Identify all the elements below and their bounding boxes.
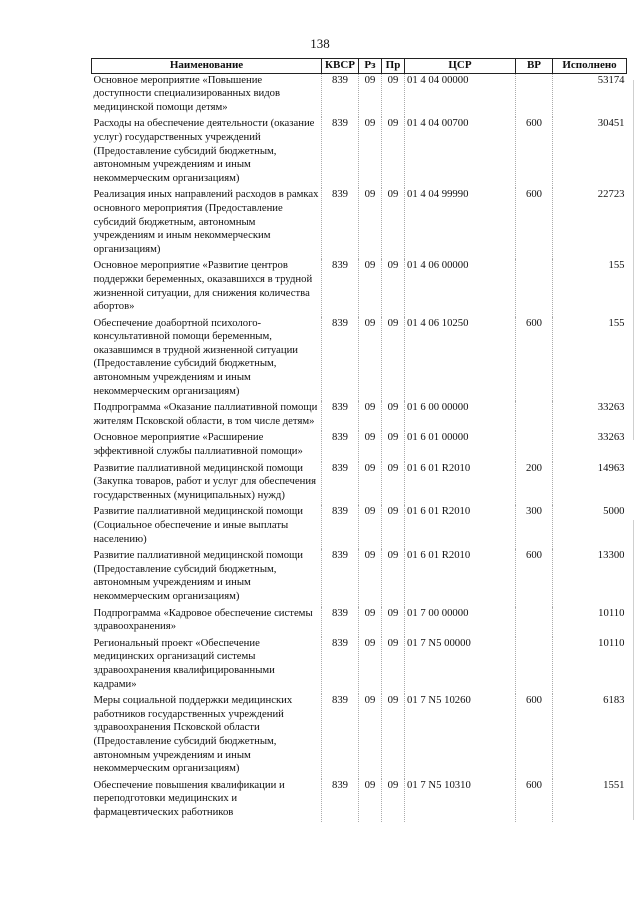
cell-kvsr: 839 bbox=[322, 549, 359, 606]
cell-vr bbox=[516, 431, 553, 461]
header-vr: ВР bbox=[516, 59, 553, 74]
table-row bbox=[92, 401, 627, 431]
cell-rz: 09 bbox=[359, 607, 382, 637]
cell-kvsr: 839 bbox=[322, 117, 359, 188]
cell-rz: 09 bbox=[359, 188, 382, 259]
cell-amount: 155 bbox=[608, 316, 625, 329]
cell-kvsr: 839 bbox=[322, 188, 359, 259]
cell-rz: 09 bbox=[359, 259, 382, 316]
header-amount: Исполнено bbox=[553, 59, 627, 74]
cell-vr bbox=[516, 637, 553, 694]
cell-pr: 09 bbox=[382, 607, 405, 637]
cell-amount: 6183 bbox=[603, 694, 625, 707]
cell-amount: 1551 bbox=[603, 778, 625, 791]
cell-pr: 09 bbox=[382, 431, 405, 461]
cell-name: Основное мероприятие «Повышение доступности специализированных видов медицинской помощи детям» bbox=[92, 73, 322, 117]
cell-amount: 10110 bbox=[598, 636, 625, 649]
cell-name: Меры социальной поддержки медицинских работников государственных учреждений здравоохранения Псковской области (Предоставление субсидий бюджетным, автономным учреждениям и иным некоммерческим организациям) bbox=[92, 694, 322, 779]
cell-name: Обеспечение повышения квалификации и переподготовки медицинских и фармацевтических работников bbox=[92, 779, 322, 823]
cell-vr: 300 bbox=[516, 505, 553, 549]
cell-csr: 01 4 04 99990 bbox=[405, 188, 516, 259]
cell-amount: 155 bbox=[608, 259, 625, 272]
table-row bbox=[92, 188, 627, 259]
table-row bbox=[92, 73, 627, 117]
scan-edge-line bbox=[633, 520, 634, 820]
cell-amount: 33263 bbox=[597, 401, 625, 414]
cell-name: Развитие паллиативной медицинской помощи (Закупка товаров, работ и услуг для обеспечения государственных (муниципальных) нужд) bbox=[92, 462, 322, 506]
cell-name: Основное мероприятие «Расширение эффективной службы паллиативной помощи» bbox=[92, 431, 322, 461]
cell-vr: 600 bbox=[516, 317, 553, 402]
table-row bbox=[92, 462, 627, 506]
cell-amount: 10110 bbox=[598, 606, 625, 619]
header-kvsr: КВСР bbox=[322, 59, 359, 74]
table-row bbox=[92, 259, 627, 316]
cell-pr: 09 bbox=[382, 694, 405, 779]
cell-rz: 09 bbox=[359, 431, 382, 461]
cell-pr: 09 bbox=[382, 401, 405, 431]
cell-amount: 22723 bbox=[597, 188, 625, 201]
cell-vr bbox=[516, 401, 553, 431]
cell-name: Развитие паллиативной медицинской помощи (Социальное обеспечение и иные выплаты населению) bbox=[92, 505, 322, 549]
cell-rz: 09 bbox=[359, 637, 382, 694]
page-number: 138 bbox=[310, 36, 330, 51]
cell-kvsr: 839 bbox=[322, 779, 359, 823]
cell-kvsr: 839 bbox=[322, 401, 359, 431]
cell-kvsr: 839 bbox=[322, 637, 359, 694]
cell-pr: 09 bbox=[382, 188, 405, 259]
cell-vr bbox=[516, 259, 553, 316]
cell-vr: 200 bbox=[516, 462, 553, 506]
cell-csr: 01 7 N5 00000 bbox=[405, 637, 516, 694]
table-row bbox=[92, 607, 627, 637]
cell-csr: 01 6 01 R2010 bbox=[405, 462, 516, 506]
cell-kvsr: 839 bbox=[322, 317, 359, 402]
cell-vr: 600 bbox=[516, 694, 553, 779]
cell-amount: 14963 bbox=[597, 461, 625, 474]
cell-kvsr: 839 bbox=[322, 462, 359, 506]
cell-rz: 09 bbox=[359, 317, 382, 402]
header-rz: Рз bbox=[359, 59, 382, 74]
cell-kvsr: 839 bbox=[322, 431, 359, 461]
cell-name: Подпрограмма «Кадровое обеспечение системы здравоохранения» bbox=[92, 607, 322, 637]
cell-rz: 09 bbox=[359, 779, 382, 823]
cell-csr: 01 4 04 00000 bbox=[405, 73, 516, 117]
table-body bbox=[92, 73, 627, 822]
cell-rz: 09 bbox=[359, 73, 382, 117]
budget-table bbox=[91, 58, 627, 822]
cell-kvsr: 839 bbox=[322, 607, 359, 637]
cell-name: Расходы на обеспечение деятельности (оказание услуг) государственных учреждений (Предоставление субсидий бюджетным, автономным учреждениям и иным некоммерческим организациям) bbox=[92, 117, 322, 188]
cell-pr: 09 bbox=[382, 462, 405, 506]
cell-pr: 09 bbox=[382, 73, 405, 117]
cell-csr: 01 7 N5 10260 bbox=[405, 694, 516, 779]
cell-amount: 53174 bbox=[597, 73, 625, 86]
cell-csr: 01 7 00 00000 bbox=[405, 607, 516, 637]
cell-name: Основное мероприятие «Развитие центров поддержки беременных, оказавшихся в трудной жизненной ситуации, для снижения количества абортов» bbox=[92, 259, 322, 316]
header-pr: Пр bbox=[382, 59, 405, 74]
cell-csr: 01 7 N5 10310 bbox=[405, 779, 516, 823]
cell-rz: 09 bbox=[359, 694, 382, 779]
table-row bbox=[92, 549, 627, 606]
cell-vr bbox=[516, 73, 553, 117]
cell-amount: 13300 bbox=[597, 549, 625, 562]
cell-rz: 09 bbox=[359, 462, 382, 506]
cell-vr: 600 bbox=[516, 117, 553, 188]
cell-csr: 01 4 06 00000 bbox=[405, 259, 516, 316]
cell-amount: 30451 bbox=[597, 117, 625, 130]
cell-rz: 09 bbox=[359, 401, 382, 431]
cell-csr: 01 6 01 00000 bbox=[405, 431, 516, 461]
cell-amount: 33263 bbox=[597, 431, 625, 444]
cell-csr: 01 4 06 10250 bbox=[405, 317, 516, 402]
cell-vr: 600 bbox=[516, 779, 553, 823]
table-row bbox=[92, 694, 627, 779]
cell-name: Региональный проект «Обеспечение медицинских организаций системы здравоохранения квалифицированными кадрами» bbox=[92, 637, 322, 694]
cell-kvsr: 839 bbox=[322, 505, 359, 549]
cell-pr: 09 bbox=[382, 505, 405, 549]
cell-name: Подпрограмма «Оказание паллиативной помощи жителям Псковской области, в том числе детям» bbox=[92, 401, 322, 431]
cell-name: Обеспечение доабортной психолого-консультативной помощи беременным, оказавшимся в трудной жизненной ситуации (Предоставление субсидий бюджетным, автономным учреждениям и иным некоммерческим организациям) bbox=[92, 317, 322, 402]
header-csr: ЦСР bbox=[405, 59, 516, 74]
cell-csr: 01 6 01 R2010 bbox=[405, 549, 516, 606]
table-row bbox=[92, 317, 627, 402]
cell-name: Реализация иных направлений расходов в рамках основного мероприятия (Предоставление субсидий бюджетным, автономным учреждениям и иным некоммерческим организациям) bbox=[92, 188, 322, 259]
cell-pr: 09 bbox=[382, 317, 405, 402]
cell-pr: 09 bbox=[382, 637, 405, 694]
cell-pr: 09 bbox=[382, 549, 405, 606]
cell-csr: 01 4 04 00700 bbox=[405, 117, 516, 188]
cell-vr: 600 bbox=[516, 188, 553, 259]
cell-kvsr: 839 bbox=[322, 259, 359, 316]
cell-rz: 09 bbox=[359, 117, 382, 188]
cell-vr bbox=[516, 607, 553, 637]
table-row bbox=[92, 637, 627, 694]
table-row bbox=[92, 117, 627, 188]
table-row bbox=[92, 779, 627, 823]
cell-amount: 5000 bbox=[603, 505, 625, 518]
table-row bbox=[92, 431, 627, 461]
table-header-row bbox=[92, 59, 627, 74]
cell-pr: 09 bbox=[382, 117, 405, 188]
cell-kvsr: 839 bbox=[322, 694, 359, 779]
cell-pr: 09 bbox=[382, 259, 405, 316]
cell-name: Развитие паллиативной медицинской помощи (Предоставление субсидий бюджетным, автономным учреждениям и иным некоммерческим организациям) bbox=[92, 549, 322, 606]
cell-rz: 09 bbox=[359, 549, 382, 606]
table-row bbox=[92, 505, 627, 549]
cell-csr: 01 6 01 R2010 bbox=[405, 505, 516, 549]
cell-kvsr: 839 bbox=[322, 73, 359, 117]
cell-rz: 09 bbox=[359, 505, 382, 549]
header-name: Наименование bbox=[92, 59, 322, 74]
scan-edge-line bbox=[633, 80, 634, 440]
cell-vr: 600 bbox=[516, 549, 553, 606]
cell-pr: 09 bbox=[382, 779, 405, 823]
cell-csr: 01 6 00 00000 bbox=[405, 401, 516, 431]
